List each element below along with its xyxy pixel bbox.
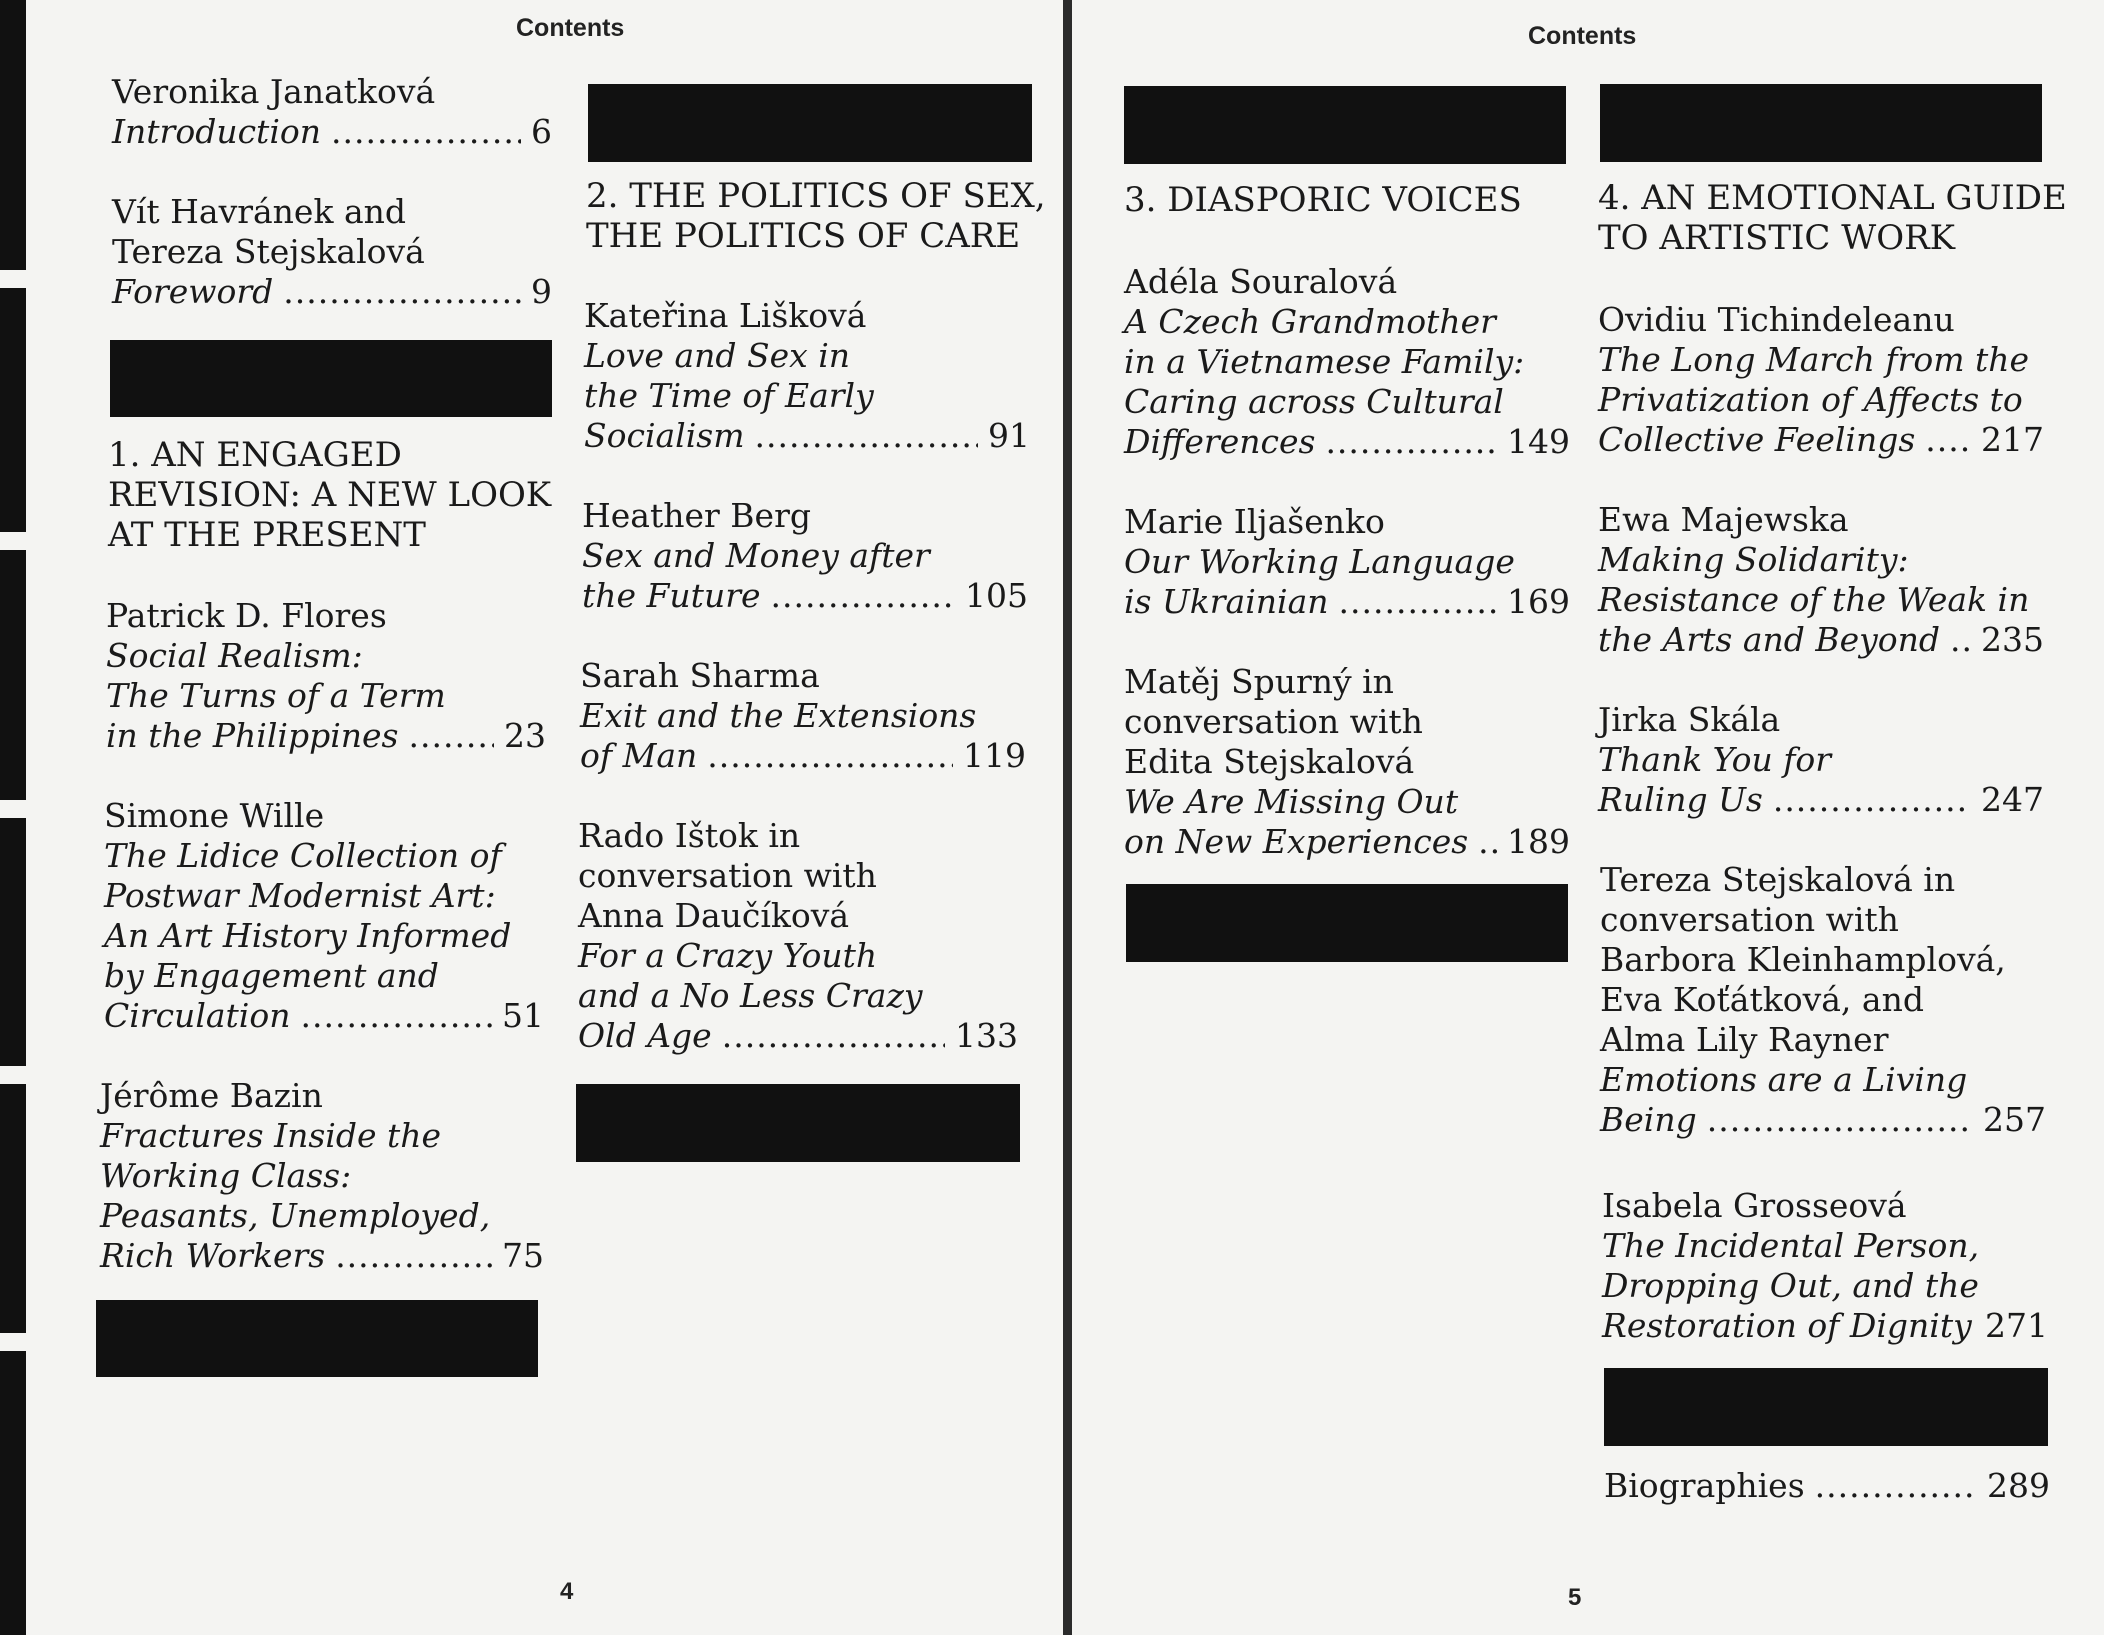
toc-entry-istok[interactable] (578, 816, 1018, 1056)
section-line: AT THE PRESENT (108, 515, 426, 555)
entry-title: the Arts and Beyond (1598, 620, 1941, 659)
entry-title: Postwar Modernist Art: (104, 876, 496, 915)
page-number: 105 (965, 576, 1028, 615)
entry-title: Rich Workers (100, 1236, 326, 1275)
entry-author: Jirka Skála (1598, 700, 1781, 739)
toc-entry-foreword[interactable] (112, 192, 552, 312)
entry-title: Resistance of the Weak in (1598, 580, 2030, 619)
entry-title: Circulation (104, 996, 291, 1035)
redacted-block (110, 340, 552, 417)
entry-author: Isabela Grosseová (1602, 1186, 1907, 1225)
entry-title: Love and Sex in (584, 336, 851, 375)
leader-dots (1978, 1306, 1979, 1346)
entry-title: in the Philippines (106, 716, 399, 755)
entry-author: Tereza Stejskalová in (1600, 860, 1956, 899)
section-line: 1. AN ENGAGED (108, 435, 402, 475)
leader-dots (408, 716, 494, 756)
entry-author: Ovidiu Tichindeleanu (1598, 300, 1955, 339)
leader-dots (1339, 582, 1497, 622)
entry-title: An Art History Informed (104, 916, 512, 955)
leader-dots (707, 736, 953, 776)
entry-author: Jérôme Bazin (100, 1076, 323, 1115)
entry-title: and a No Less Crazy (578, 976, 923, 1015)
page-number: 189 (1507, 822, 1570, 861)
entry-title: Old Age (578, 1016, 712, 1055)
page-number: 75 (502, 1236, 544, 1275)
section-line: REVISION: A NEW LOOK (108, 475, 552, 515)
leader-dots (1925, 420, 1971, 460)
toc-entry-souralova[interactable] (1124, 262, 1570, 462)
entry-title: the Time of Early (584, 376, 874, 415)
entry-author: conversation with (1124, 702, 1423, 741)
toc-entry-liskova[interactable] (584, 296, 1030, 456)
entry-author: Rado Ištok in (578, 816, 801, 855)
section-line: THE POLITICS OF CARE (586, 216, 1021, 256)
section-heading-3[interactable] (1124, 180, 1584, 220)
entry-title: by Engagement and (104, 956, 439, 995)
entry-author: Simone Wille (104, 796, 325, 835)
toc-entry-spurny[interactable] (1124, 662, 1570, 862)
entry-title: The Turns of a Term (106, 676, 446, 715)
redacted-block (576, 1084, 1020, 1162)
toc-entry-sharma[interactable] (580, 656, 1026, 776)
entry-author: Edita Stejskalová (1124, 742, 1415, 781)
entry-title: The Incidental Person, (1602, 1226, 1980, 1265)
page-number: 217 (1981, 420, 2044, 459)
entry-title: The Long March from the (1598, 340, 2030, 379)
entry-author: Ewa Majewska (1598, 500, 1849, 539)
page-number: 6 (531, 112, 552, 151)
entry-author: Marie Iljašenko (1124, 502, 1385, 541)
entry-title: on New Experiences (1124, 822, 1469, 861)
entry-author: conversation with (1600, 900, 1899, 939)
leader-dots (1773, 780, 1971, 820)
leader-dots (771, 576, 955, 616)
entry-title: Caring across Cultural (1124, 382, 1504, 421)
toc-entry-stejskalova[interactable] (1600, 860, 2046, 1140)
entry-title: Socialism (584, 416, 745, 455)
redacted-block (1604, 1368, 2048, 1446)
toc-entry-bazin[interactable] (100, 1076, 544, 1276)
redacted-block (588, 84, 1032, 162)
entry-author: Anna Daučíková (578, 896, 850, 935)
entry-author: Tereza Stejskalová (112, 232, 425, 271)
entry-title: Foreword (112, 272, 274, 311)
toc-entry-grosseova[interactable] (1602, 1186, 2048, 1346)
toc-entry-berg[interactable] (582, 496, 1028, 616)
entry-title: Thank You for (1598, 740, 1832, 779)
entry-title: Exit and the Extensions (580, 696, 977, 735)
entry-title: The Lidice Collection of (104, 836, 502, 875)
entry-author: Sarah Sharma (580, 656, 820, 695)
entry-title: of Man (580, 736, 698, 775)
entry-author: Matěj Spurný in (1124, 662, 1394, 701)
page-number: 247 (1981, 780, 2044, 819)
page-number: 133 (955, 1016, 1018, 1055)
entry-author: Barbora Kleinhamplová, (1600, 940, 2006, 979)
entry-title: Sex and Money after (582, 536, 930, 575)
leader-dots (300, 996, 492, 1036)
page-number: 271 (1985, 1306, 2048, 1345)
toc-entry-skala[interactable] (1598, 700, 2044, 820)
entry-title: is Ukrainian (1124, 582, 1329, 621)
redacted-block (1124, 86, 1566, 164)
page-number: 235 (1981, 620, 2044, 659)
entry-title: the Future (582, 576, 761, 615)
toc-entry-iljasenko[interactable] (1124, 502, 1570, 622)
leader-dots (1325, 422, 1497, 462)
toc-entry-majewska[interactable] (1598, 500, 2044, 660)
page-number: 119 (963, 736, 1026, 775)
entry-author: Veronika Janatková (112, 72, 436, 111)
entry-title: in a Vietnamese Family: (1124, 342, 1525, 381)
redacted-block (1600, 84, 2042, 162)
toc-entry-introduction[interactable] (112, 72, 552, 152)
section-line: 2. THE POLITICS OF SEX, (586, 176, 1046, 216)
entry-author: conversation with (578, 856, 877, 895)
toc-entry-flores[interactable] (106, 596, 546, 756)
entry-title: Privatization of Affects to (1598, 380, 2023, 419)
entry-title: Emotions are a Living (1600, 1060, 1968, 1099)
right-page (1072, 0, 2104, 1635)
page-number: 257 (1983, 1100, 2046, 1139)
running-head: Contents (516, 14, 625, 42)
entry-author: Heather Berg (582, 496, 811, 535)
entry-title: We Are Missing Out (1124, 782, 1459, 821)
section-line: 3. DIASPORIC VOICES (1124, 180, 1522, 220)
page-number: 289 (1987, 1466, 2050, 1505)
entry-title: Peasants, Unemployed, (100, 1196, 491, 1235)
leader-dots (1478, 822, 1497, 862)
entry-author: Vít Havránek and (112, 192, 407, 231)
section-line: TO ARTISTIC WORK (1598, 218, 1956, 258)
page-number: 9 (531, 272, 552, 311)
leader-dots (722, 1016, 945, 1056)
entry-title: Social Realism: (106, 636, 363, 675)
leader-dots (1707, 1100, 1973, 1140)
section-heading-4[interactable] (1598, 178, 2068, 258)
entry-title: Being (1600, 1100, 1697, 1139)
toc-entry-tichindeleanu[interactable] (1598, 300, 2044, 460)
section-line: 4. AN EMOTIONAL GUIDE (1598, 178, 2067, 218)
section-heading-2[interactable] (586, 176, 1056, 256)
entry-title: Making Solidarity: (1598, 540, 1909, 579)
page-number-folio: 5 (1568, 1584, 1582, 1611)
page-number: 169 (1507, 582, 1570, 621)
entry-title: Biographies (1604, 1466, 1805, 1505)
leader-dots (335, 1236, 492, 1276)
leader-dots (1815, 1466, 1977, 1506)
redacted-block (96, 1300, 538, 1377)
entry-author: Alma Lily Rayner (1600, 1020, 1889, 1059)
entry-author: Adéla Souralová (1124, 262, 1398, 301)
redacted-block (1126, 884, 1568, 962)
entry-title: For a Crazy Youth (578, 936, 878, 975)
entry-title: Working Class: (100, 1156, 352, 1195)
entry-title: Introduction (112, 112, 321, 151)
page-number: 51 (502, 996, 544, 1035)
entry-title: Restoration of Dignity (1602, 1306, 1972, 1345)
toc-entry-biographies[interactable] (1604, 1466, 2050, 1506)
leader-dots (755, 416, 978, 456)
leader-dots (283, 272, 521, 312)
entry-title: Fractures Inside the (100, 1116, 442, 1155)
page-number: 149 (1507, 422, 1570, 461)
entry-title: Our Working Language (1124, 542, 1515, 581)
toc-entry-wille[interactable] (104, 796, 544, 1036)
section-heading-1[interactable] (108, 435, 568, 555)
entry-title: A Czech Grandmother (1124, 302, 1496, 341)
entry-author: Eva Koťátková, and (1600, 980, 1924, 1019)
entry-title: Ruling Us (1598, 780, 1763, 819)
leader-dots (1950, 620, 1971, 660)
entry-title: Differences (1124, 422, 1316, 461)
page-number: 91 (988, 416, 1030, 455)
entry-author: Patrick D. Flores (106, 596, 387, 635)
page-number-folio: 4 (560, 1578, 574, 1605)
page-number: 23 (504, 716, 546, 755)
running-head: Contents (1528, 22, 1637, 50)
entry-title: Dropping Out, and the (1602, 1266, 1979, 1305)
entry-title: Collective Feelings (1598, 420, 1916, 459)
leader-dots (331, 112, 521, 152)
page-edge (0, 0, 26, 1635)
entry-author: Kateřina Lišková (584, 296, 867, 335)
